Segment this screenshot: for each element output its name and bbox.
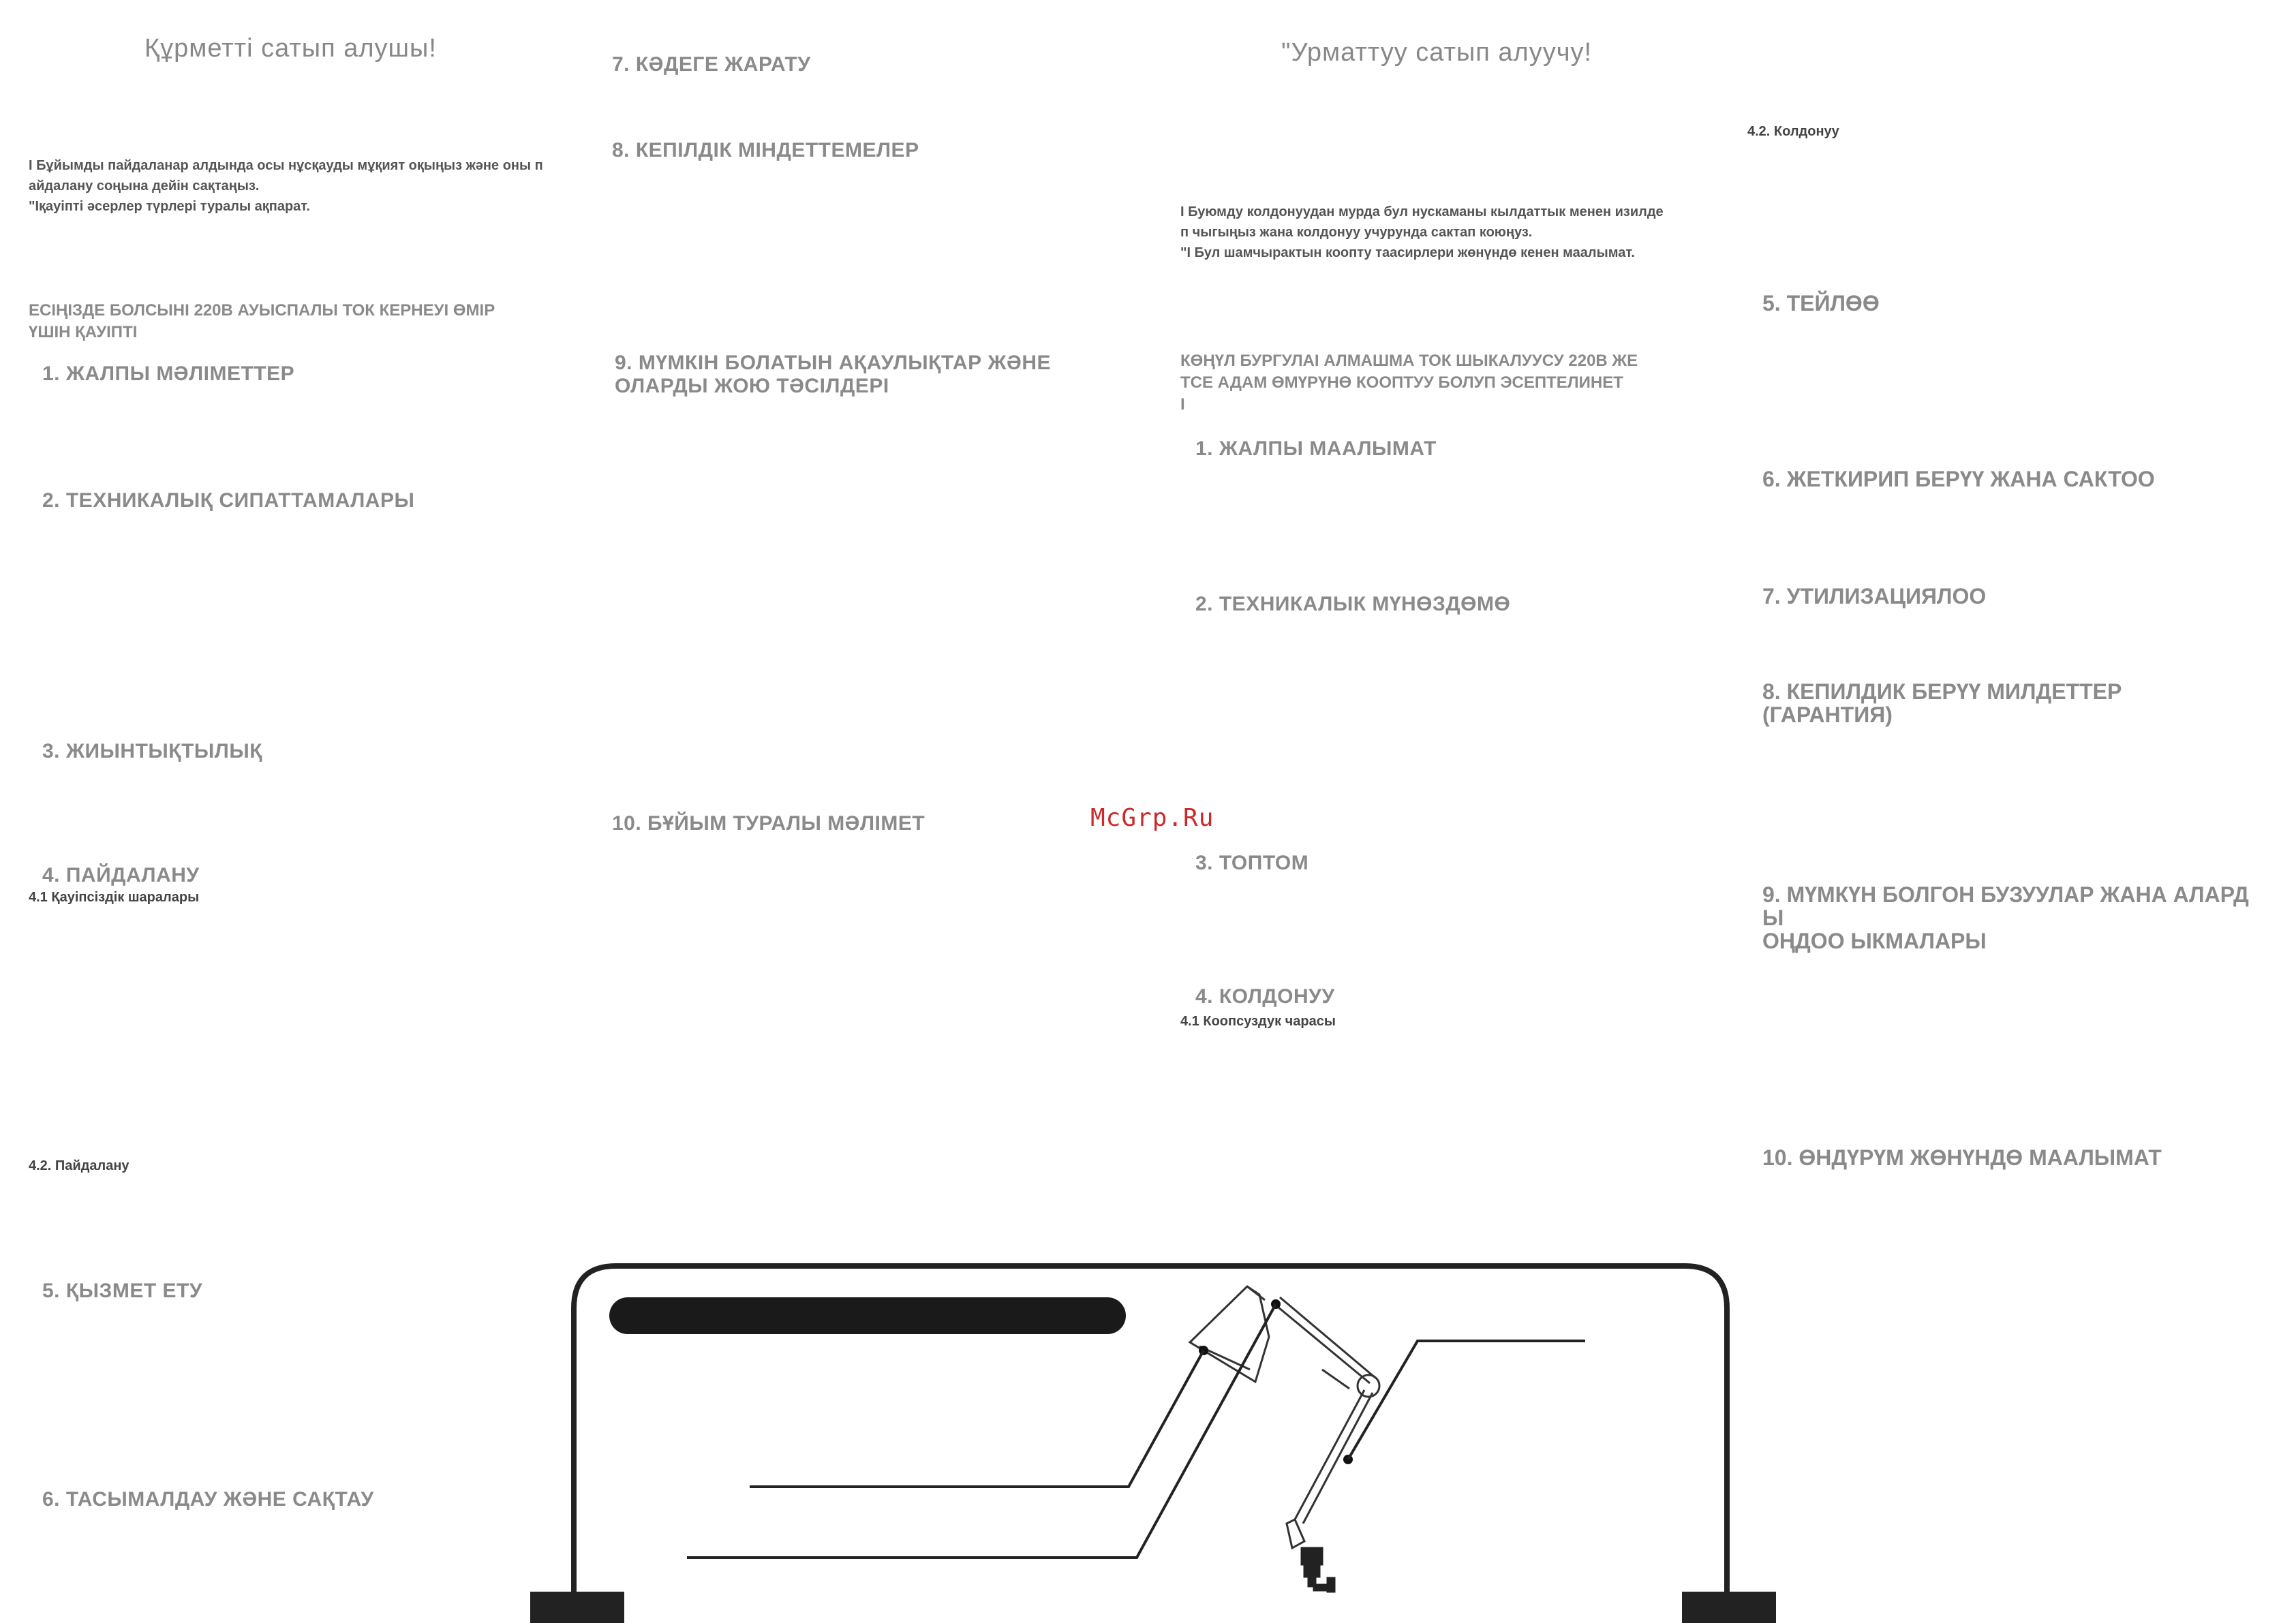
lamp-head [1190,1286,1269,1382]
section-8-kz: 8. КЕПІЛДІК МІНДЕТТЕМЕЛЕР [612,139,919,161]
intro-kg: І Буюмду колдонуудан мурда бул нускаманы кылдаттык менен изилде п чыгыңыз жана колдонуу учурунда сактап коюңуз. "І Бул шамчырактын коопту таасирлери жөнүндө кенен маалымат. [1180,204,1664,260]
section-9-kz: 9. МҮМКІН БОЛАТЫН АҚАУЛЫҚТАР ЖӘНЕ ОЛАРДЫ ЖОЮ ТӘСІЛДЕРІ [615,352,1051,397]
watermark: McGrp.Ru [1090,804,1214,832]
diagram-foot-left [530,1592,624,1623]
section-4-1-kz: 4.1 Қауіпсіздік шаралары [29,890,200,905]
diagram-label-bar [609,1297,1126,1334]
section-4-kg: 4. КОЛДОНУУ [1195,985,1335,1008]
section-5-kg: 5. ТЕЙЛӨӨ [1762,291,1880,315]
callout-lines [687,1304,1585,1558]
diagram-foot-right [1682,1592,1776,1623]
section-10-kg: 10. ӨНДҮРҮМ ЖӨНҮНДӨ МААЛЫМАТ [1762,1145,2162,1170]
section-4-kz: 4. ПАЙДАЛАНУ [42,864,200,886]
lamp-arms [1274,1297,1379,1548]
section-7-kg: 7. УТИЛИЗАЦИЯЛОО [1762,584,1987,608]
section-2-kz: 2. ТЕХНИКАЛЫҚ СИПАТТАМАЛАРЫ [42,489,415,512]
section-4-2-kz: 4.2. Пайдалану [29,1158,129,1173]
section-8-kg: 8. КЕПИЛДИК БЕРҮҮ МИЛДЕТТЕР (ГАРАНТИЯ) [1762,679,2122,727]
warning-kz: ЕСІҢІЗДЕ БОЛСЫНІ 220В АУЫСПАЛЫ ТОК КЕРНЕУІ ӨМІР ҮШІН ҚАУІПТІ [29,301,495,341]
section-6-kg: 6. ЖЕТКИРИП БЕРҮҮ ЖАНА САКТОО [1762,467,2155,491]
section-9-kg: 9. МҮМКҮН БОЛГОН БУЗУУЛАР ЖАНА АЛАРД Ы ОҢДОО ЫКМАЛАРЫ [1762,882,2249,953]
section-1-kg: 1. ЖАЛПЫ МААЛЫМАТ [1195,437,1437,460]
section-6-kz: 6. ТАСЫМАЛДАУ ЖӘНЕ САҚТАУ [42,1488,374,1511]
section-4-1-kg: 4.1 Коопсуздук чарасы [1180,1014,1336,1029]
section-3-kg: 3. ТОПТОМ [1195,852,1309,874]
lamp-clamp [1302,1548,1334,1592]
section-2-kg: 2. ТЕХНИКАЛЫК МҮНӨЗДӨМӨ [1195,593,1511,615]
section-1-kz: 1. ЖАЛПЫ МӘЛІМЕТТЕР [42,362,295,385]
section-5-kz: 5. ҚЫЗМЕТ ЕТУ [42,1280,202,1302]
intro-kz: І Бұйымды пайдаланар алдында осы нұсқауды мұқият оқыңыз және оны п айдалану соңына дейін сақтаңыз. "Іқауіпті әсерлер түрлері туралы ақпарат. [29,158,543,214]
section-10-kz: 10. БҰЙЫМ ТУРАЛЫ МӘЛІМЕТ [612,812,925,835]
greeting-kg: "Урматтуу сатып алуучу! [1281,38,1593,67]
section-7-kz: 7. КӘДЕГЕ ЖАРАТУ [612,53,811,76]
section-4-2-kg: 4.2. Колдонуу [1747,124,1839,139]
greeting-kz: Құрметті сатып алушы! [144,34,437,63]
warning-kg: КӨҢҮЛ БУРГУЛАІ АЛМАШМА ТОК ШЫКАЛУУСУ 220В ЖЕ ТСЕ АДАМ ӨМҮРҮНӨ КООПТУУ БОЛУП ЭСЕПТЕЛИНЕТ І [1180,352,1638,414]
section-3-kz: 3. ЖИЫНТЫҚТЫЛЫҚ [42,740,262,762]
